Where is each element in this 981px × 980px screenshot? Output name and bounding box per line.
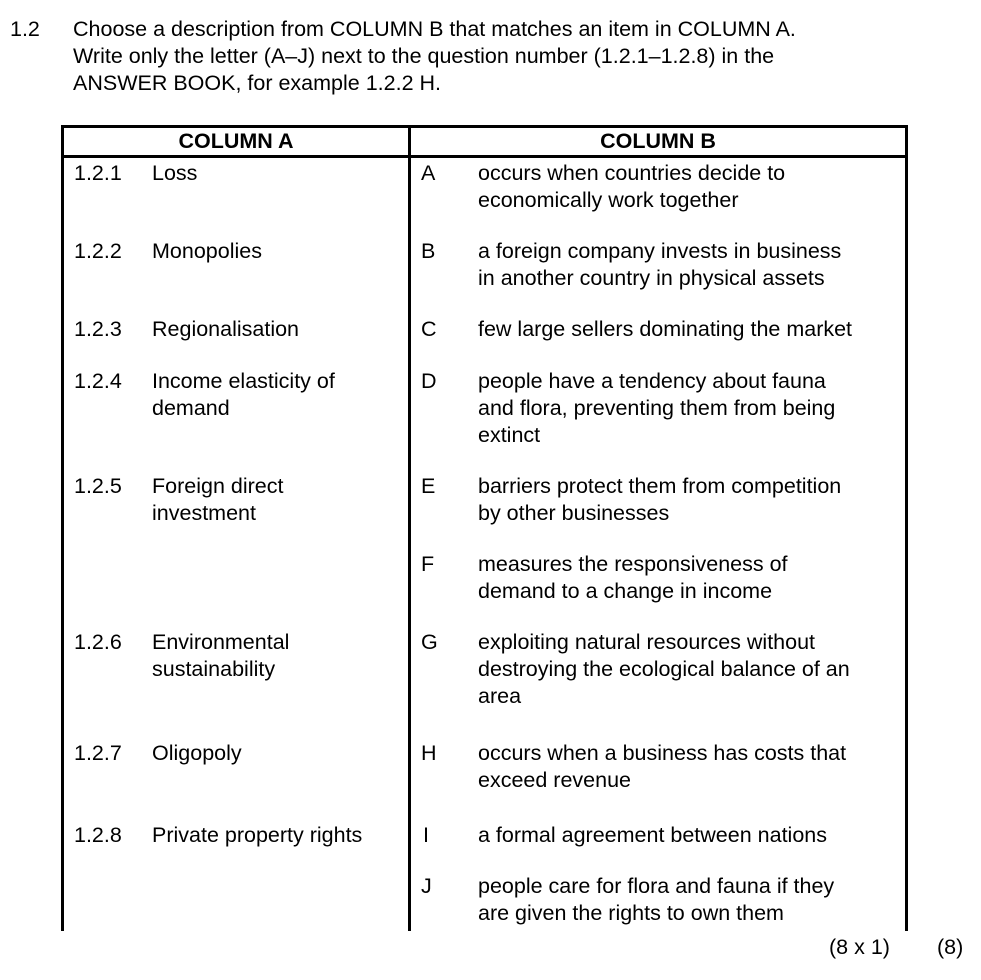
term-line: Private property rights — [152, 823, 363, 847]
description-line: in another country in physical assets — [478, 266, 825, 290]
term-line: Income elasticity of — [152, 369, 335, 393]
column-a-row — [74, 160, 122, 187]
description-line: area — [478, 684, 522, 708]
column-b-letter: G — [421, 630, 438, 654]
column-a-row — [74, 316, 122, 343]
column-b-letter: A — [421, 161, 436, 185]
column-b-letter: H — [421, 741, 437, 765]
column-b-letter: C — [421, 317, 437, 341]
marks-breakdown: (8 x 1) — [829, 935, 890, 959]
column-b-description — [478, 473, 841, 527]
column-divider — [408, 125, 411, 931]
column-a-row — [74, 740, 122, 767]
item-number: 1.2.5 — [74, 474, 122, 498]
column-b-description — [478, 822, 827, 849]
column-a-header: COLUMN A — [178, 129, 294, 153]
term-line: investment — [152, 501, 256, 525]
column-b-letter: E — [421, 474, 436, 498]
column-a-row — [74, 238, 122, 265]
table-left-border — [61, 125, 64, 931]
column-a-term — [152, 238, 262, 265]
description-line: people have a tendency about fauna — [478, 369, 826, 393]
description-line: people care for flora and fauna if they — [478, 874, 835, 898]
column-a-row — [74, 629, 122, 656]
description-line: economically work together — [478, 188, 739, 212]
column-a-term — [152, 368, 335, 422]
column-b-description — [478, 873, 834, 927]
item-number: 1.2.6 — [74, 630, 122, 654]
column-a-term — [152, 629, 289, 683]
column-a-term — [152, 160, 197, 187]
description-line: a foreign company invests in business — [478, 239, 842, 263]
description-line: barriers protect them from competition — [478, 474, 842, 498]
question-number: 1.2 — [10, 17, 40, 41]
column-a-term — [152, 822, 362, 849]
column-b-description — [478, 316, 852, 343]
term-line: Loss — [152, 161, 198, 185]
description-line: demand to a change in income — [478, 579, 773, 603]
marks-total: (8) — [937, 935, 964, 959]
description-line: are given the rights to own them — [478, 901, 784, 925]
description-line: occurs when a business has costs that — [478, 741, 847, 765]
item-number: 1.2.7 — [74, 741, 122, 765]
item-number: 1.2.1 — [74, 161, 122, 185]
item-number: 1.2.2 — [74, 239, 122, 263]
description-line: occurs when countries decide to — [478, 161, 786, 185]
column-b-description — [478, 160, 785, 214]
description-line: exceed revenue — [478, 768, 631, 792]
column-a-term — [152, 740, 242, 767]
column-a-row — [74, 368, 122, 395]
term-line: Foreign direct — [152, 474, 284, 498]
question-instruction — [73, 16, 953, 97]
table-right-border — [905, 125, 908, 931]
description-line: extinct — [478, 423, 541, 447]
term-line: sustainability — [152, 657, 276, 681]
description-line: and flora, preventing them from being — [478, 396, 836, 420]
column-b-description — [478, 629, 850, 710]
column-b-letter: D — [421, 369, 437, 393]
column-b-letter: F — [421, 552, 435, 576]
item-number: 1.2.3 — [74, 317, 122, 341]
term-line: demand — [152, 396, 230, 420]
description-line: by other businesses — [478, 501, 670, 525]
item-number: 1.2.4 — [74, 369, 122, 393]
description-line: destroying the ecological balance of an — [478, 657, 850, 681]
instruction-line: Choose a description from COLUMN B that matches an item in COLUMN A. — [73, 17, 796, 41]
term-line: Environmental — [152, 630, 290, 654]
term-line: Regionalisation — [152, 317, 300, 341]
column-b-letter: J — [421, 874, 432, 898]
column-a-term — [152, 316, 299, 343]
header-bottom-border — [61, 155, 908, 158]
column-a-row — [74, 473, 122, 500]
column-a-term — [152, 473, 283, 527]
column-b-letter: I — [423, 823, 429, 847]
description-line: a formal agreement between nations — [478, 823, 827, 847]
column-b-description — [478, 740, 846, 794]
term-line: Monopolies — [152, 239, 262, 263]
item-number: 1.2.8 — [74, 823, 122, 847]
description-line: few large sellers dominating the market — [478, 317, 853, 341]
column-a-row — [74, 822, 122, 849]
description-line: exploiting natural resources without — [478, 630, 816, 654]
term-line: Oligopoly — [152, 741, 242, 765]
column-b-description — [478, 238, 841, 292]
description-line: measures the responsiveness of — [478, 552, 788, 576]
instruction-line: ANSWER BOOK, for example 1.2.2 H. — [73, 71, 442, 95]
column-b-description — [478, 368, 835, 449]
column-b-description — [478, 551, 788, 605]
column-b-header: COLUMN B — [600, 129, 716, 153]
instruction-line: Write only the letter (A–J) next to the question number (1.2.1–1.2.8) in the — [73, 44, 775, 68]
column-b-letter: B — [421, 239, 436, 263]
